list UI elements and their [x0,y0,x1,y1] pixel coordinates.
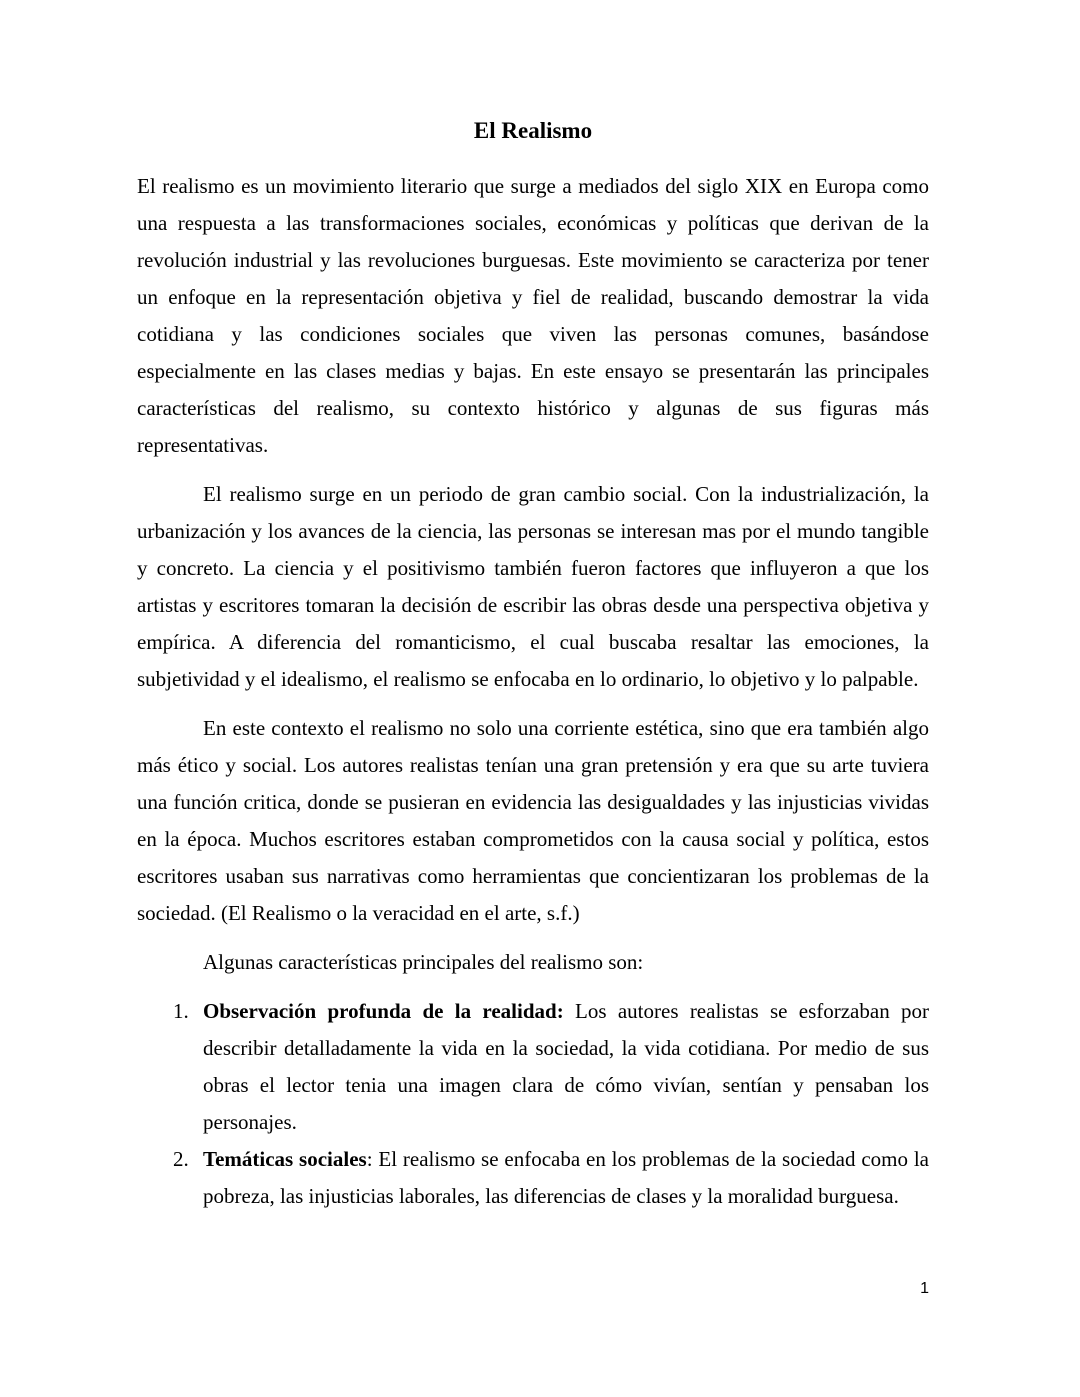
paragraph-historical-context: El realismo surge en un periodo de gran cambio social. Con la industrialización, la urbanización y los avances de la ciencia, las personas se interesan mas por el mundo tangible y concreto. La ciencia y el positivismo también fueron factores que influyeron a que los artistas y escritores tomaran la decisión de escribir las obras desde una perspectiva objetiva y empírica. A diferencia del romanticismo, el cual buscaba resaltar las emociones, la subjetividad y el idealismo, el realismo se enfocaba en lo ordinario, lo objetivo y lo palpable. [137,482,929,691]
list-item-term: Observación profunda de la realidad: [203,999,564,1023]
characteristics-list [137,993,929,1215]
list-item-number: 2. [173,1147,189,1171]
list-item-term: Temáticas sociales [203,1147,367,1171]
list-item-number: 1. [173,999,189,1023]
list-item-description: Los autores realistas se esforzaban por describir detalladamente la vida en la sociedad, la vida cotidiana. Por medio de sus obras el lector tenia una imagen clara de cómo vivían, sentían y pensaban los personajes. [203,999,930,1134]
paragraph-introduction: El realismo es un movimiento literario que surge a mediados del siglo XIX en Europa como una respuesta a las transformaciones sociales, económicas y políticas que derivan de la revolución industrial y las revoluciones burguesas. Este movimiento se caracteriza por tener un enfoque en la representación objetiva y fiel de realidad, buscando demostrar la vida cotidiana y las condiciones sociales que viven las personas comunes, basándose especialmente en las clases medias y bajas. En este ensayo se presentarán las principales características del realismo, su contexto histórico y algunas de sus figuras más representativas. [137,174,929,457]
page-number: 1 [920,1280,929,1297]
list-item-tematicas [137,1141,929,1215]
document-content [137,112,929,1215]
list-item-observacion [137,993,929,1141]
paragraph-list-lead-in: Algunas características principales del realismo son: [203,950,644,974]
document-title: El Realismo [473,118,593,143]
list-item-description: : El realismo se enfocaba en los problemas de la sociedad como la pobreza, las injusticias laborales, las diferencias de clases y la moralidad burguesa. [203,1147,929,1208]
paragraph-ethical-social: En este contexto el realismo no solo una corriente estética, sino que era también algo más ético y social. Los autores realistas tenían una gran pretensión y era que su arte tuviera una función critica, donde se pusieran en evidencia las desigualdades y las injusticias vividas en la época. Muchos escritores estaban comprometidos con la causa social y política, estos escritores usaban sus narrativas como herramientas que concientizaran los problemas de la sociedad. (El Realismo o la veracidad en el arte, s.f.) [137,716,929,925]
